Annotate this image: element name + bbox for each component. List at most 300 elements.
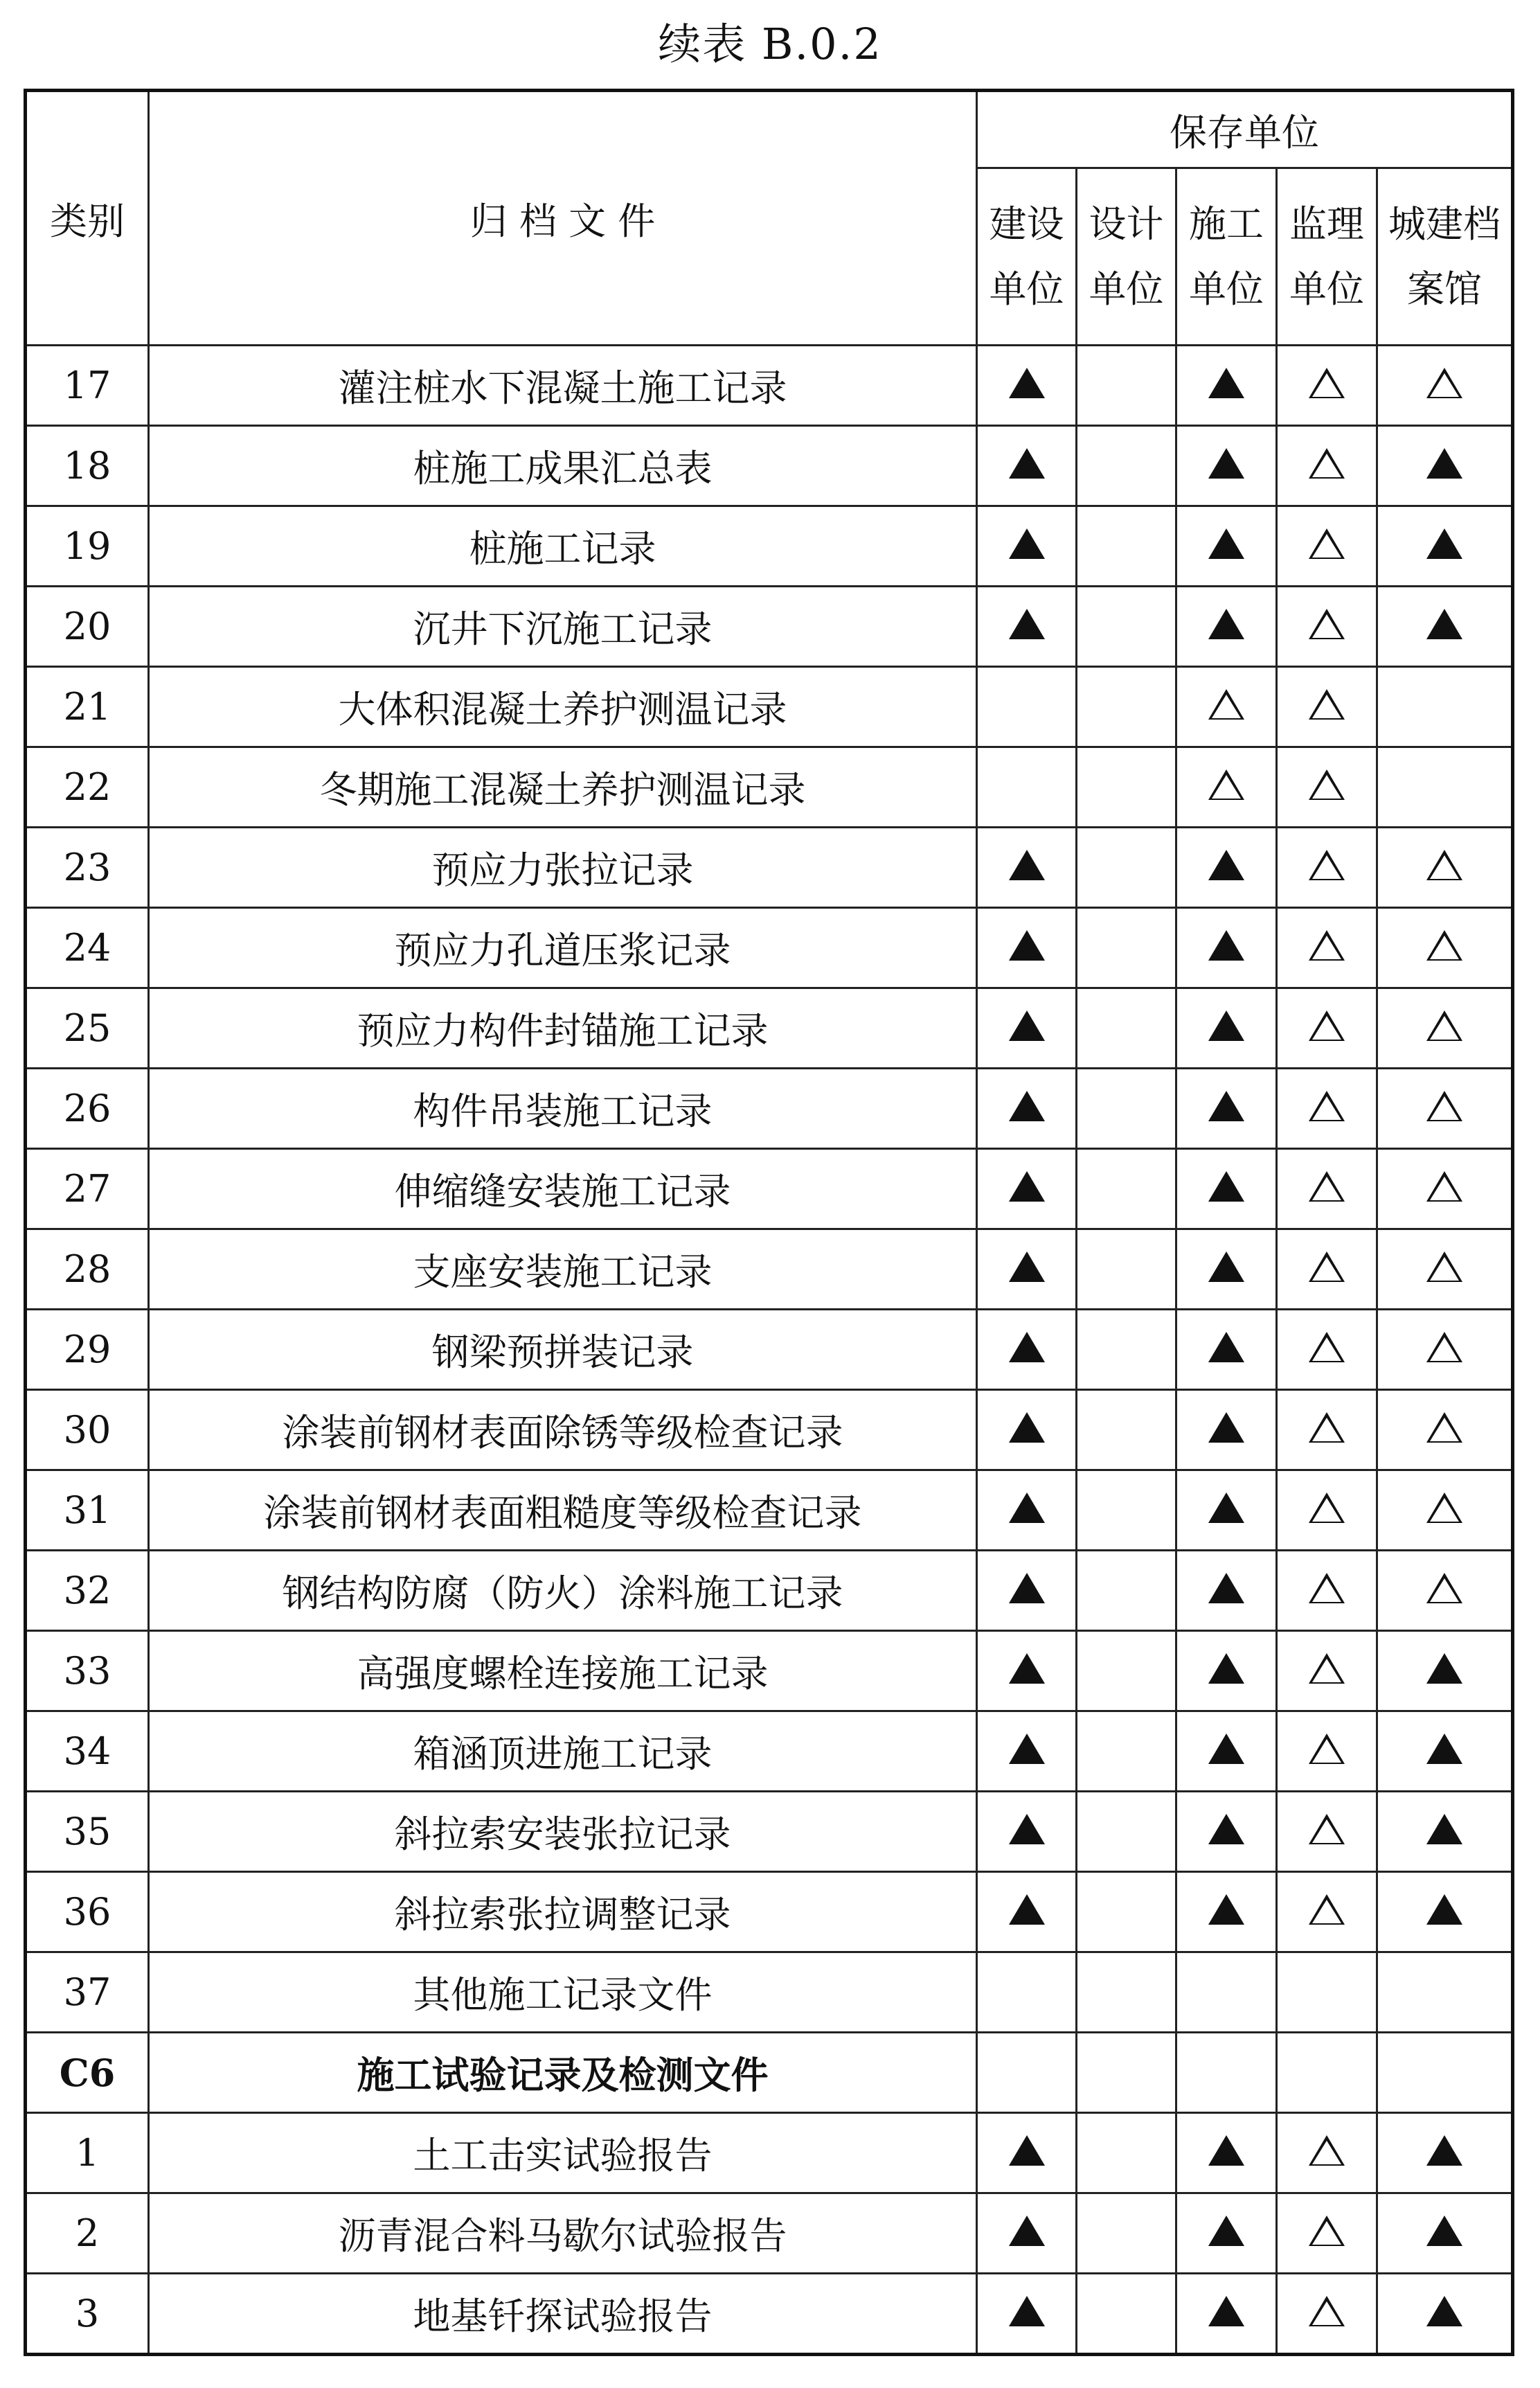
keeper-cell [1377,1229,1513,1310]
row-number: 18 [26,426,149,506]
filled-triangle-icon [1009,1814,1045,1844]
filled-triangle-icon [1208,528,1244,559]
document-name: 灌注桩水下混凝土施工记录 [149,346,977,426]
hollow-triangle-icon [1426,1332,1462,1362]
document-name: 涂装前钢材表面除锈等级检查记录 [149,1390,977,1470]
filled-triangle-icon [1009,1332,1045,1362]
filled-triangle-icon [1208,448,1244,479]
filled-triangle-icon [1009,528,1045,559]
keeper-cell [1077,908,1176,988]
row-number: 26 [26,1069,149,1149]
keeper-cell [1176,506,1277,587]
document-name: 沉井下沉施工记录 [149,587,977,667]
keeper-cell [1176,2274,1277,2355]
row-number: 3 [26,2274,149,2355]
table-row [26,908,1513,988]
keeper-cell [1377,587,1513,667]
keeper-cell [1377,1069,1513,1149]
keeper-cell [977,1792,1077,1872]
table-row [26,747,1513,828]
keeper-cell [1077,426,1176,506]
row-number: C6 [26,2033,149,2113]
keeper-cell [977,1551,1077,1631]
table-row [26,828,1513,908]
table-title: 续表 B.0.2 [658,19,882,69]
keeper-cell [1077,2193,1176,2274]
row-number: 32 [26,1551,149,1631]
keeper-cell [1277,1872,1377,1952]
filled-triangle-icon [1009,930,1045,961]
filled-triangle-icon [1426,2216,1462,2246]
filled-triangle-icon [1009,1573,1045,1603]
keeper-cell [977,2113,1077,2193]
keeper-cell [1176,667,1277,747]
table-row [26,346,1513,426]
filled-triangle-icon [1208,1492,1244,1523]
filled-triangle-icon [1009,609,1045,639]
keeper-cell [1277,828,1377,908]
keeper-cell [1176,1711,1277,1792]
keeper-cell [1176,2033,1277,2113]
keeper-cell [1176,1792,1277,1872]
keeper-label-line2: 单位 [1089,267,1164,311]
filled-triangle-icon [1009,448,1045,479]
document-name: 斜拉索张拉调整记录 [149,1872,977,1952]
table-row [26,1952,1513,2033]
row-number: 36 [26,1872,149,1952]
filled-triangle-icon [1009,1653,1045,1684]
header-keeper-city-archive [1377,168,1513,346]
keeper-cell [977,1952,1077,2033]
document-name: 伸缩缝安装施工记录 [149,1149,977,1229]
filled-triangle-icon [1208,1894,1244,1925]
hollow-triangle-icon [1309,689,1345,720]
keeper-cell [977,1390,1077,1470]
hollow-triangle-icon [1309,1492,1345,1523]
row-number: 24 [26,908,149,988]
table-row [26,667,1513,747]
filled-triangle-icon [1009,368,1045,398]
keeper-cell [1277,667,1377,747]
table-header [26,91,1513,346]
keeper-cell [1377,1149,1513,1229]
keeper-cell [977,988,1077,1069]
keeper-cell [1077,1792,1176,1872]
keeper-cell [1277,1711,1377,1792]
filled-triangle-icon [1208,1332,1244,1362]
table-row [26,2193,1513,2274]
keeper-cell [1077,1229,1176,1310]
keeper-cell [1176,1551,1277,1631]
filled-triangle-icon [1009,1010,1045,1041]
row-number: 34 [26,1711,149,1792]
table-row [26,426,1513,506]
table-row [26,506,1513,587]
filled-triangle-icon [1208,850,1244,880]
keeper-cell [1277,1149,1377,1229]
hollow-triangle-icon [1309,930,1345,961]
hollow-triangle-icon [1309,1412,1345,1443]
keeper-cell [1077,1470,1176,1551]
document-name: 高强度螺栓连接施工记录 [149,1631,977,1711]
document-name: 预应力构件封锚施工记录 [149,988,977,1069]
keeper-cell [1077,1149,1176,1229]
keeper-cell [977,346,1077,426]
table-row [26,1229,1513,1310]
hollow-triangle-icon [1426,368,1462,398]
keeper-cell [1377,1310,1513,1390]
keeper-cell [977,1631,1077,1711]
keeper-cell [1277,1390,1377,1470]
keeper-cell [1077,587,1176,667]
keeper-cell [1077,1631,1176,1711]
keeper-cell [977,2033,1077,2113]
header-category: 类别 [26,91,149,346]
table-row [26,1711,1513,1792]
filled-triangle-icon [1208,2296,1244,2326]
document-name: 涂装前钢材表面粗糙度等级检查记录 [149,1470,977,1551]
hollow-triangle-icon [1309,1010,1345,1041]
hollow-triangle-icon [1426,930,1462,961]
header-keeper-supervisor [1277,168,1377,346]
filled-triangle-icon [1426,1894,1462,1925]
keeper-cell [1176,988,1277,1069]
hollow-triangle-icon [1309,1653,1345,1684]
row-number: 37 [26,1952,149,2033]
keeper-cell [977,828,1077,908]
header-keeper-construction-owner [977,168,1077,346]
row-number: 21 [26,667,149,747]
keeper-label-line1: 城建档 [1388,202,1501,246]
filled-triangle-icon [1208,930,1244,961]
keeper-cell [1277,1229,1377,1310]
document-name: 钢结构防腐（防火）涂料施工记录 [149,1551,977,1631]
keeper-cell [1077,1872,1176,1952]
keeper-cell [1277,1069,1377,1149]
keeper-cell [1277,506,1377,587]
filled-triangle-icon [1009,2296,1045,2326]
hollow-triangle-icon [1309,1894,1345,1925]
filled-triangle-icon [1208,2135,1244,2166]
hollow-triangle-icon [1426,1412,1462,1443]
row-number: 20 [26,587,149,667]
keeper-label-line2: 单位 [989,267,1064,311]
filled-triangle-icon [1208,1734,1244,1764]
keeper-cell [1077,988,1176,1069]
hollow-triangle-icon [1208,689,1244,720]
document-name: 其他施工记录文件 [149,1952,977,2033]
filled-triangle-icon [1009,1091,1045,1121]
filled-triangle-icon [1009,1894,1045,1925]
keeper-cell [1277,426,1377,506]
keeper-cell [1176,2193,1277,2274]
header-document: 归 档 文 件 [149,91,977,346]
row-number: 33 [26,1631,149,1711]
filled-triangle-icon [1426,1814,1462,1844]
keeper-cell [1176,747,1277,828]
keeper-label-line2: 单位 [1189,267,1264,311]
row-number: 27 [26,1149,149,1229]
keeper-cell [977,1711,1077,1792]
filled-triangle-icon [1426,528,1462,559]
table-body [26,346,1513,2355]
keeper-cell [977,1069,1077,1149]
hollow-triangle-icon [1309,1332,1345,1362]
filled-triangle-icon [1208,609,1244,639]
keeper-cell [1277,346,1377,426]
filled-triangle-icon [1208,1573,1244,1603]
filled-triangle-icon [1208,1251,1244,1282]
filled-triangle-icon [1426,448,1462,479]
document-name: 支座安装施工记录 [149,1229,977,1310]
row-number: 17 [26,346,149,426]
filled-triangle-icon [1009,1734,1045,1764]
archive-table [24,89,1514,2356]
keeper-cell [1176,2113,1277,2193]
filled-triangle-icon [1426,1734,1462,1764]
document-name: 构件吊装施工记录 [149,1069,977,1149]
keeper-cell [1077,1069,1176,1149]
keeper-cell [977,667,1077,747]
keeper-cell [1077,667,1176,747]
row-number: 29 [26,1310,149,1390]
filled-triangle-icon [1009,1251,1045,1282]
keeper-cell [977,908,1077,988]
table-row [26,1631,1513,1711]
hollow-triangle-icon [1309,2135,1345,2166]
filled-triangle-icon [1009,2135,1045,2166]
header-keeper-design [1077,168,1176,346]
keeper-cell [1277,1631,1377,1711]
keeper-cell [1077,828,1176,908]
keeper-cell [1176,908,1277,988]
filled-triangle-icon [1009,1412,1045,1443]
keeper-cell [1176,426,1277,506]
keeper-cell [1077,747,1176,828]
keeper-cell [1277,1470,1377,1551]
table-row [26,988,1513,1069]
keeper-cell [1277,1952,1377,2033]
keeper-cell [1077,346,1176,426]
keeper-cell [1077,506,1176,587]
table-row [26,1792,1513,1872]
keeper-cell [1377,1390,1513,1470]
row-number: 31 [26,1470,149,1551]
filled-triangle-icon [1426,609,1462,639]
table-row [26,1069,1513,1149]
filled-triangle-icon [1426,2296,1462,2326]
row-number: 35 [26,1792,149,1872]
filled-triangle-icon [1208,1814,1244,1844]
filled-triangle-icon [1208,368,1244,398]
document-name: 大体积混凝土养护测温记录 [149,667,977,747]
keeper-cell [1077,2274,1176,2355]
keeper-cell [977,1310,1077,1390]
keeper-cell [1277,747,1377,828]
keeper-cell [1176,1470,1277,1551]
document-name: 预应力孔道压浆记录 [149,908,977,988]
keeper-label-line1: 监理 [1289,202,1364,246]
table-row [26,1310,1513,1390]
hollow-triangle-icon [1309,2296,1345,2326]
row-number: 25 [26,988,149,1069]
filled-triangle-icon [1208,1653,1244,1684]
keeper-cell [977,2274,1077,2355]
section-row [26,2033,1513,2113]
keeper-cell [1377,988,1513,1069]
keeper-cell [1377,908,1513,988]
keeper-cell [1277,587,1377,667]
keeper-cell [1077,1310,1176,1390]
keeper-cell [1377,1631,1513,1711]
keeper-cell [1176,828,1277,908]
filled-triangle-icon [1426,2135,1462,2166]
document-name: 桩施工成果汇总表 [149,426,977,506]
keeper-cell [977,747,1077,828]
keeper-cell [1176,587,1277,667]
document-name: 箱涵顶进施工记录 [149,1711,977,1792]
keeper-cell [1377,2274,1513,2355]
keeper-cell [1077,1952,1176,2033]
hollow-triangle-icon [1309,850,1345,880]
keeper-cell [1277,1310,1377,1390]
keeper-cell [1277,1551,1377,1631]
keeper-cell [977,587,1077,667]
keeper-cell [1277,2033,1377,2113]
keeper-cell [1277,1792,1377,1872]
hollow-triangle-icon [1309,368,1345,398]
filled-triangle-icon [1208,1412,1244,1443]
keeper-cell [1176,1149,1277,1229]
keeper-cell [1277,908,1377,988]
hollow-triangle-icon [1309,609,1345,639]
keeper-cell [1176,1872,1277,1952]
keeper-cell [1176,1310,1277,1390]
keeper-cell [1377,1872,1513,1952]
keeper-cell [1377,506,1513,587]
keeper-cell [977,426,1077,506]
keeper-label-line2: 单位 [1289,267,1364,311]
keeper-cell [1077,1711,1176,1792]
hollow-triangle-icon [1309,1251,1345,1282]
filled-triangle-icon [1009,1171,1045,1202]
table-row [26,1390,1513,1470]
keeper-cell [1377,747,1513,828]
document-name: 预应力张拉记录 [149,828,977,908]
keeper-cell [977,1149,1077,1229]
keeper-cell [1176,1229,1277,1310]
keeper-cell [1176,1069,1277,1149]
hollow-triangle-icon [1426,850,1462,880]
keeper-cell [1176,1631,1277,1711]
hollow-triangle-icon [1309,1573,1345,1603]
keeper-cell [1277,988,1377,1069]
table-row [26,2274,1513,2355]
row-number: 30 [26,1390,149,1470]
keeper-label-line1: 建设 [989,202,1064,246]
document-name: 施工试验记录及检测文件 [149,2033,977,2113]
filled-triangle-icon [1208,1171,1244,1202]
document-name: 地基钎探试验报告 [149,2274,977,2355]
document-name: 冬期施工混凝土养护测温记录 [149,747,977,828]
row-number: 2 [26,2193,149,2274]
hollow-triangle-icon [1309,1734,1345,1764]
table-row [26,1551,1513,1631]
keeper-cell [1077,1551,1176,1631]
document-name: 斜拉索安装张拉记录 [149,1792,977,1872]
filled-triangle-icon [1426,1653,1462,1684]
keeper-cell [1077,2113,1176,2193]
keeper-label-line1: 设计 [1089,202,1164,246]
header-keeper-group: 保存单位 [977,91,1513,168]
table-row [26,1872,1513,1952]
hollow-triangle-icon [1309,1814,1345,1844]
keeper-cell [1377,426,1513,506]
hollow-triangle-icon [1309,769,1345,800]
keeper-cell [977,2193,1077,2274]
keeper-cell [1377,2193,1513,2274]
keeper-cell [1377,1792,1513,1872]
keeper-cell [977,1229,1077,1310]
header-keeper-contractor [1176,168,1277,346]
row-number: 22 [26,747,149,828]
table-row [26,1470,1513,1551]
keeper-cell [1377,2033,1513,2113]
filled-triangle-icon [1009,850,1045,880]
keeper-cell [1277,2193,1377,2274]
row-number: 28 [26,1229,149,1310]
hollow-triangle-icon [1309,1091,1345,1121]
document-name: 土工击实试验报告 [149,2113,977,2193]
hollow-triangle-icon [1309,2216,1345,2246]
document-name: 沥青混合料马歇尔试验报告 [149,2193,977,2274]
keeper-cell [1377,828,1513,908]
hollow-triangle-icon [1426,1573,1462,1603]
keeper-cell [1176,1952,1277,2033]
filled-triangle-icon [1009,1492,1045,1523]
hollow-triangle-icon [1309,1171,1345,1202]
keeper-cell [1377,1952,1513,2033]
document-name: 桩施工记录 [149,506,977,587]
keeper-cell [1377,667,1513,747]
keeper-cell [1277,2274,1377,2355]
keeper-cell [977,1470,1077,1551]
row-number: 23 [26,828,149,908]
hollow-triangle-icon [1426,1251,1462,1282]
table-row [26,1149,1513,1229]
keeper-cell [1377,1551,1513,1631]
filled-triangle-icon [1208,1010,1244,1041]
table-row [26,2113,1513,2193]
hollow-triangle-icon [1426,1091,1462,1121]
keeper-cell [1377,1711,1513,1792]
keeper-cell [1277,2113,1377,2193]
keeper-cell [977,1872,1077,1952]
hollow-triangle-icon [1426,1010,1462,1041]
keeper-cell [1077,1390,1176,1470]
hollow-triangle-icon [1309,448,1345,479]
keeper-cell [1377,2113,1513,2193]
keeper-cell [1176,1390,1277,1470]
keeper-cell [1377,346,1513,426]
hollow-triangle-icon [1309,528,1345,559]
keeper-cell [1077,2033,1176,2113]
filled-triangle-icon [1208,1091,1244,1121]
row-number: 1 [26,2113,149,2193]
hollow-triangle-icon [1426,1171,1462,1202]
row-number: 19 [26,506,149,587]
filled-triangle-icon [1208,2216,1244,2246]
